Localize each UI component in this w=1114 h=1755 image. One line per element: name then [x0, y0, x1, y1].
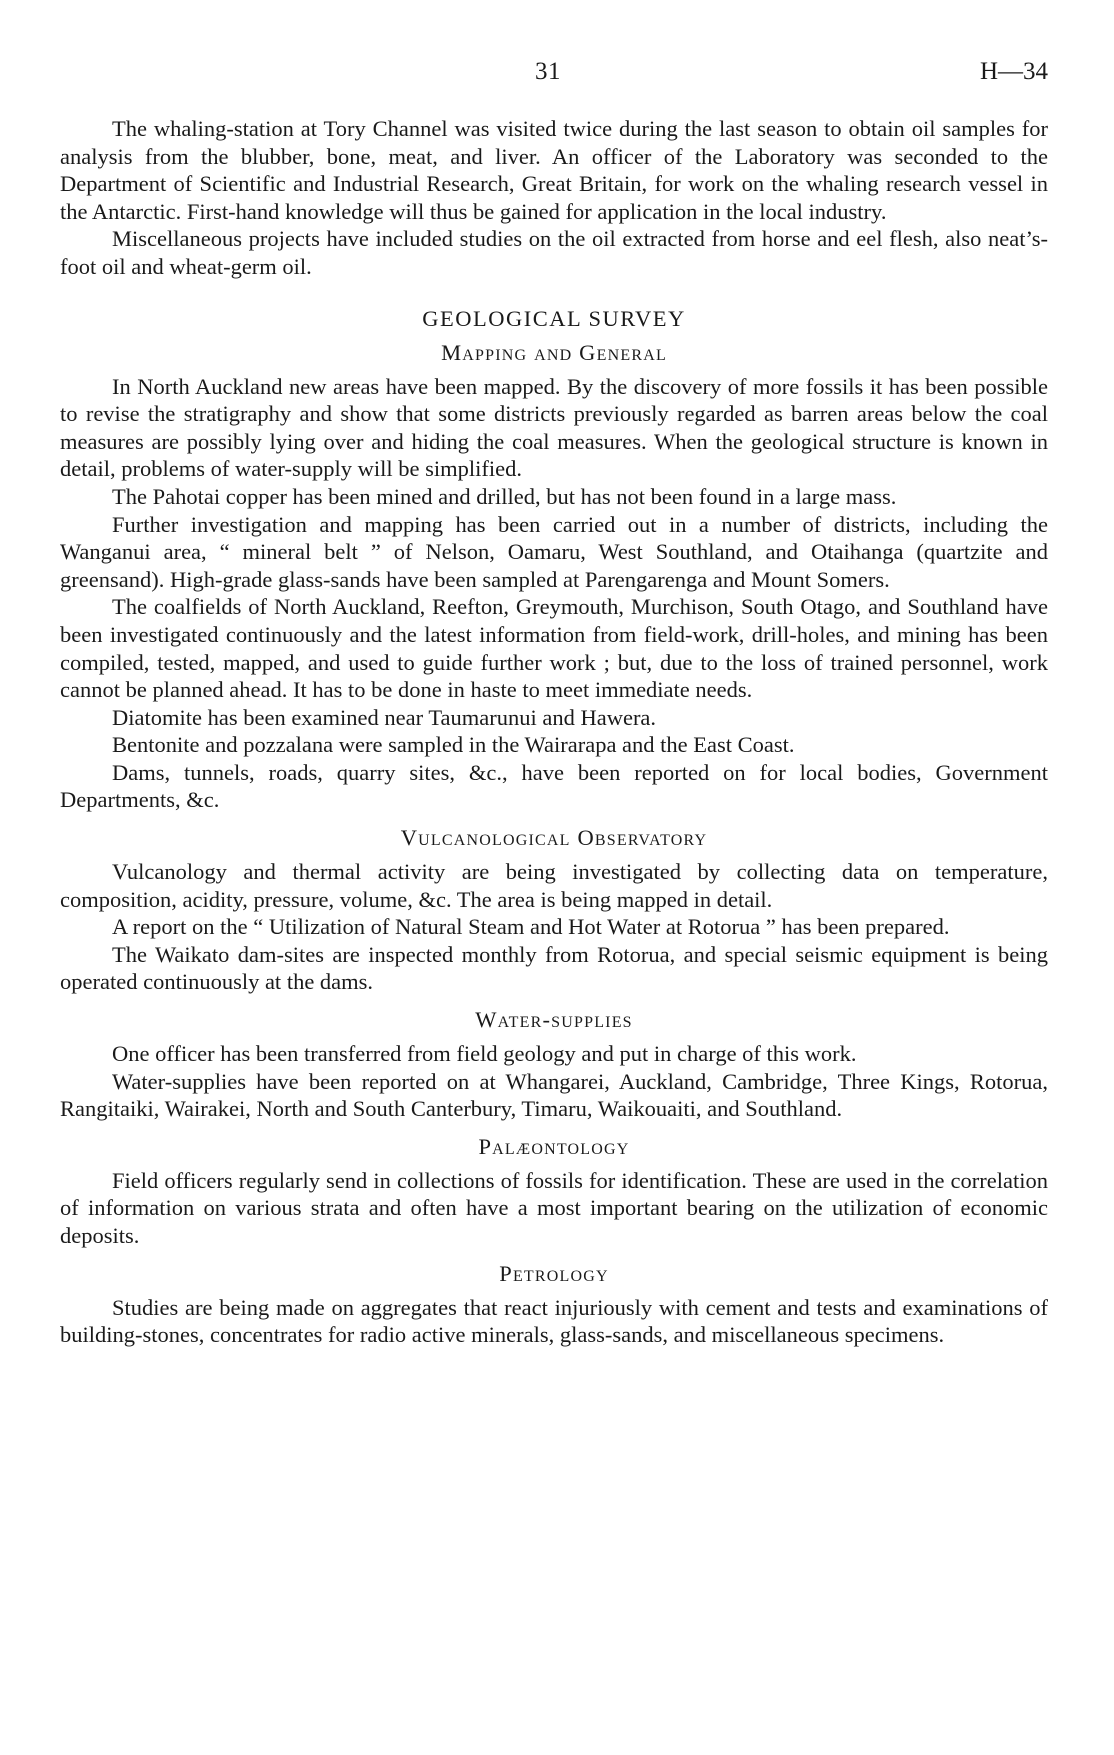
paragraph: Miscellaneous projects have included studies on the oil extracted from horse and eel flesh, also neat’s-foot oil and wheat-germ oil. — [60, 226, 1048, 279]
subsection-heading-petrology: Petrology — [499, 1260, 609, 1286]
paragraph: The coalfields of North Auckland, Reefton, Greymouth, Murchison, South Otago, and Southland have been investigated continuously and the latest information from field-work, drill-holes, and mining has been compiled, tested, mapped, and used to guide further work ; but, due to the loss of trained personnel, work cannot be planned ahead. It has to be done in haste to meet immediate needs. — [60, 594, 1048, 703]
subsection-heading-vulcanological: Vulcanological Observatory — [400, 825, 708, 851]
paragraph: Diatomite has been examined near Taumarunui and Hawera. — [112, 704, 657, 730]
paragraph: Bentonite and pozzalana were sampled in the Wairarapa and the East Coast. — [112, 732, 795, 758]
section-title: GEOLOGICAL SURVEY — [422, 305, 686, 331]
series-code: H—34 — [979, 58, 1048, 85]
page-number: 31 — [535, 58, 561, 85]
paragraph: Further investigation and mapping has been carried out in a number of districts, including the Wanganui area, “ mineral belt ” of Nelson, Oamaru, West Southland, and Otaihanga (quartzite and greensand). High-grade glass-sands have been sampled at Parengarenga and Mount Somers. — [60, 511, 1048, 592]
paragraph: One officer has been transferred from field geology and put in charge of this work. — [112, 1041, 857, 1067]
subsection-heading-palaeontology: Palæontology — [478, 1133, 630, 1159]
paragraph: The whaling-station at Tory Channel was visited twice during the last season to obtain oil samples for analysis from the blubber, bone, meat, and liver. An officer of the Laboratory was seconded to the Department of Scientific and Industrial Research, Great Britain, for work on the whaling research vessel in the Antarctic. First-hand knowledge will thus be gained for application in the local industry. — [60, 116, 1048, 224]
intro-section — [60, 115, 1048, 281]
paragraph: The Pahotai copper has been mined and drilled, but has not been found in a large mass. — [112, 483, 897, 509]
paragraph: Dams, tunnels, roads, quarry sites, &c., have been reported on for local bodies, Government Departments, &c. — [60, 759, 1048, 813]
paragraph: A report on the “ Utilization of Natural Steam and Hot Water at Rotorua ” has been prepared. — [112, 914, 950, 940]
paragraph: Water-supplies have been reported on at Whangarei, Auckland, Cambridge, Three Kings, Rotorua, Rangitaiki, Wairakei, North and South Canterbury, Timaru, Waikouaiti, and Southland. — [60, 1068, 1048, 1122]
subsection-heading-water-supplies: Water-supplies — [475, 1007, 633, 1033]
paragraph: Field officers regularly send in collections of fossils for identification. These are used in the correlation of information on various strata and often have a most important bearing on the utilization of economic deposits. — [60, 1167, 1048, 1248]
paragraph: In North Auckland new areas have been mapped. By the discovery of more fossils it has been possible to revise the stratigraphy and show that some districts previously regarded as barren areas below the coal measures are possibly lying over and hiding the coal measures. When the geological structure is known in detail, problems of water-supply will be simplified. — [60, 373, 1048, 482]
paragraph: Vulcanology and thermal activity are being investigated by collecting data on temperature, composition, acidity, pressure, volume, &c. The area is being mapped in detail. — [60, 859, 1048, 912]
page-header — [60, 0, 1048, 115]
paragraph: Studies are being made on aggregates that react injuriously with cement and tests and examinations of building-stones, concentrates for radio active minerals, glass-sands, and miscellaneous specimens. — [60, 1294, 1048, 1348]
paragraph: The Waikato dam-sites are inspected monthly from Rotorua, and special seismic equipment is being operated continuously at the dams. — [60, 941, 1048, 995]
document-page — [60, 0, 1048, 1349]
subsection-heading-mapping: Mapping and General — [441, 339, 667, 365]
geological-survey-section — [60, 305, 1048, 1349]
